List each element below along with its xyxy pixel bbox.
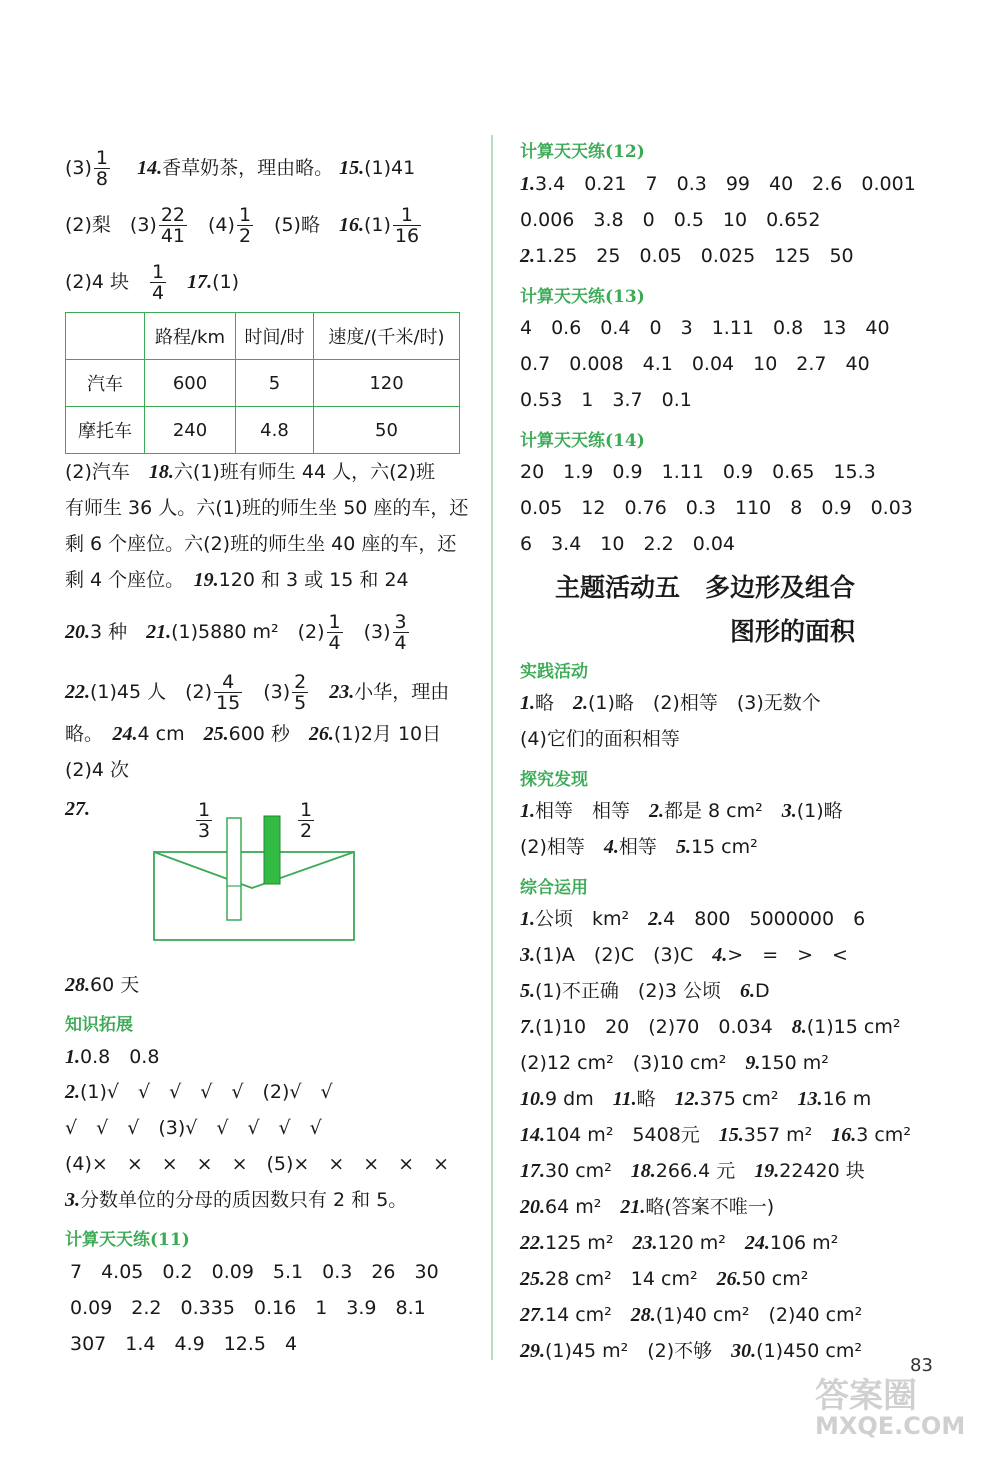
answer-line: 7.(1)10 20 (2)70 0.034 8.(1)15 cm² — [520, 1016, 901, 1038]
column-divider — [491, 135, 493, 1360]
answer-line: 0.09 2.2 0.335 0.16 1 3.9 8.1 — [70, 1297, 426, 1319]
answer-line: 20.64 m² 21.略(答案不唯一) — [520, 1196, 775, 1218]
answer-line: 1.0.8 0.8 — [65, 1046, 160, 1068]
chapter-title: 图形的面积 — [730, 617, 856, 646]
answer-line: (2)梨 (3) $\frac{22}{41}$ (4) $\frac{1}{2}$ (5)略 16.(1) $\frac{1}{16}$ — [65, 204, 420, 247]
answer-line: (2)12 cm² (3)10 cm² 9.150 m² — [520, 1052, 829, 1074]
speed-table — [65, 312, 460, 454]
answer-line: 14.104 m² 5408元 15.357 m² 16.3 cm² — [520, 1124, 911, 1146]
answer-line: 2.1.25 25 0.05 0.025 125 50 — [520, 245, 854, 267]
fraction: $\frac{1}{8}$ — [95, 147, 109, 190]
section-heading: 探究发现 — [520, 770, 588, 790]
answer-line: (4)× × × × × (5)× × × × × — [65, 1153, 450, 1175]
chapter-title: 主题活动五 多边形及组合 — [555, 573, 856, 602]
answer-line: 剩 4 个座位。 19.120 和 3 或 15 和 24 — [65, 569, 409, 591]
table-header — [66, 313, 145, 360]
answer-line: 0.006 3.8 0 0.5 10 0.652 — [520, 209, 821, 231]
table-cell: 240 — [145, 407, 236, 454]
table-cell: 摩托车 — [66, 407, 145, 454]
fraction: $\frac{4}{15}$ — [216, 671, 241, 714]
section-heading: 计算天天练(11) — [65, 1230, 190, 1250]
section-heading: 计算天天练(14) — [520, 431, 645, 451]
fraction: $\frac{1}{2}$ — [300, 799, 313, 842]
answer-line: 略。 24.4 cm 25.600 秒 26.(1)2月 10日 — [65, 723, 442, 745]
watermark-logo: 答案圈 — [815, 1376, 917, 1416]
fraction: $\frac{1}{3}$ — [198, 799, 211, 842]
answer-line: √ √ √ (3)√ √ √ √ √ — [65, 1117, 322, 1139]
table-cell: 120 — [314, 360, 460, 407]
table-cell: 600 — [145, 360, 236, 407]
answer-line: 0.53 1 3.7 0.1 — [520, 389, 692, 411]
answer-line: 剩 6 个座位。六(2)班的师生坐 40 座的车，还 — [65, 533, 457, 555]
answer-line: 2.(1)√ √ √ √ √ (2)√ √ — [65, 1081, 333, 1103]
table-row — [66, 407, 460, 454]
fraction: $\frac{2}{5}$ — [294, 671, 307, 714]
answer-line: 27.14 cm² 28.(1)40 cm² (2)40 cm² — [520, 1304, 863, 1326]
answer-line: 1.3.4 0.21 7 0.3 99 40 2.6 0.001 — [520, 173, 916, 195]
fraction: $\frac{1}{4}$ — [152, 261, 165, 304]
table-header: 路程/km — [145, 313, 236, 360]
answer-line: 10.9 dm 11.略 12.375 cm² 13.16 m — [520, 1088, 872, 1110]
envelope-drawing — [150, 800, 360, 945]
answer-line: (3) $\frac{1}{8}$ 14.香草奶茶，理由略。 15.(1)41 — [65, 147, 416, 190]
answer-line: 5.(1)不正确 (2)3 公顷 6.D — [520, 980, 770, 1002]
table-cell: 5 — [236, 360, 314, 407]
answer-line: (4)它们的面积相等 — [520, 728, 680, 750]
answer-line: 7 4.05 0.2 0.09 5.1 0.3 26 30 — [70, 1261, 439, 1283]
answer-line: 25.28 cm² 14 cm² 26.50 cm² — [520, 1268, 809, 1290]
answer-line: 1.公顷 km² 2.4 800 5000000 6 — [520, 908, 866, 930]
section-heading: 综合运用 — [520, 878, 588, 898]
section-heading: 计算天天练(12) — [520, 142, 645, 162]
answer-line: 1.略 2.(1)略 (2)相等 (3)无数个 — [520, 692, 821, 714]
answer-line: 3.分数单位的分母的质因数只有 2 和 5。 — [65, 1189, 408, 1211]
answer-line: 307 1.4 4.9 12.5 4 — [70, 1333, 298, 1355]
question-number: 27. — [65, 798, 90, 820]
envelope-figure — [150, 800, 360, 945]
section-heading: 实践活动 — [520, 662, 588, 682]
watermark-url: MXQE.COM — [815, 1412, 966, 1440]
answer-line: (2)汽车 18.六(1)班有师生 44 人，六(2)班 — [65, 461, 436, 483]
answer-line: 有师生 36 人。六(1)班的师生坐 50 座的车，还 — [65, 497, 469, 519]
fraction: $\frac{3}{4}$ — [394, 611, 407, 654]
fraction: $\frac{1}{16}$ — [394, 204, 420, 247]
answer-line: 29.(1)45 m² (2)不够 30.(1)450 cm² — [520, 1340, 862, 1362]
table-header: 时间/时 — [236, 313, 314, 360]
answer-line: 20.3 种 21.(1)5880 m² (2) $\frac{1}{4}$ (3) $\frac{3}{4}$ — [65, 611, 407, 654]
answer-line: 22.125 m² 23.120 m² 24.106 m² — [520, 1232, 839, 1254]
answer-line: 22.(1)45 人 (2) $\frac{4}{15}$ (3) $\frac{2}{5}$ 23.小华，理由 — [65, 671, 450, 714]
fraction: $\frac{1}{2}$ — [238, 204, 252, 247]
answer-line: (2)4 块 $\frac{1}{4}$ 17.(1) — [65, 261, 240, 304]
answer-line: 28.60 天 — [65, 974, 140, 996]
table-cell: 50 — [314, 407, 460, 454]
answer-line: 0.05 12 0.76 0.3 110 8 0.9 0.03 — [520, 497, 913, 519]
answer-line: (2)4 次 — [65, 759, 130, 781]
answer-line: 0.7 0.008 4.1 0.04 10 2.7 40 — [520, 353, 870, 375]
table-cell: 汽车 — [66, 360, 145, 407]
answer-line: 20 1.9 0.9 1.11 0.9 0.65 15.3 — [520, 461, 876, 483]
section-heading: 知识拓展 — [65, 1015, 133, 1035]
table-header: 速度/(千米/时) — [314, 313, 460, 360]
table-cell: 4.8 — [236, 407, 314, 454]
fraction: $\frac{1}{4}$ — [328, 611, 341, 654]
answer-line: (2)相等 4.相等 5.15 cm² — [520, 836, 758, 858]
fraction: $\frac{22}{41}$ — [160, 204, 186, 247]
answer-line: 3.(1)A (2)C (3)C 4.> = > < — [520, 944, 848, 966]
table-row — [66, 360, 460, 407]
page-number: 83 — [910, 1355, 933, 1376]
answer-line: 6 3.4 10 2.2 0.04 — [520, 533, 736, 555]
answer-line: 4 0.6 0.4 0 3 1.11 0.8 13 40 — [520, 317, 890, 339]
section-heading: 计算天天练(13) — [520, 287, 645, 307]
answer-line: 17.30 cm² 18.266.4 元 19.22420 块 — [520, 1160, 865, 1182]
answer-line: 1.相等 相等 2.都是 8 cm² 3.(1)略 — [520, 800, 843, 822]
